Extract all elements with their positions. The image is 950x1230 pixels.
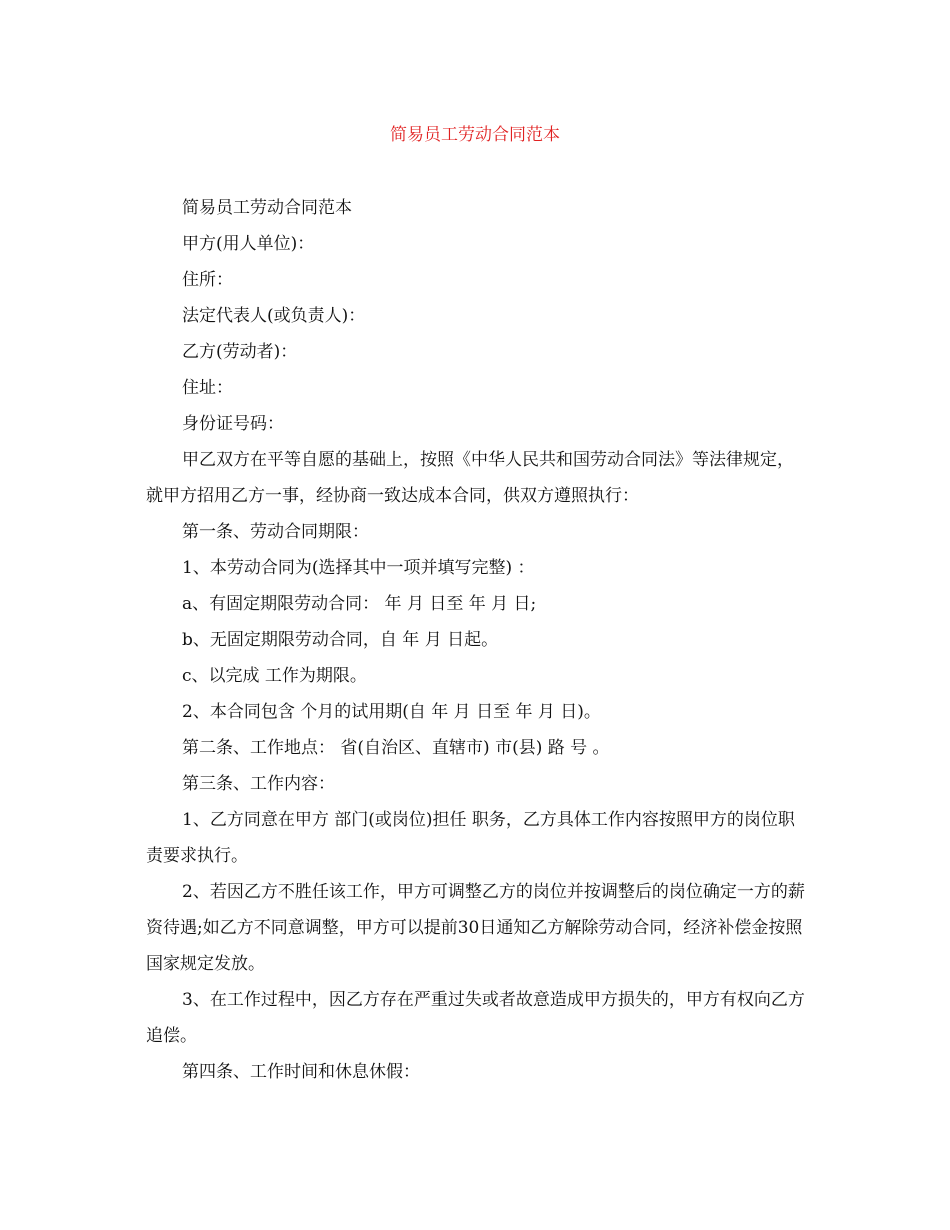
paragraph: 第一条、劳动合同期限： (182, 522, 369, 542)
paragraph: 住址： (182, 378, 233, 398)
paragraph: 乙方(劳动者)： (182, 342, 298, 362)
paragraph: 1、乙方同意在甲方 部门(或岗位)担任 职务，乙方具体工作内容按照甲方的岗位职责要求执行。 (146, 810, 795, 866)
paragraph: 第二条、工作地点： 省(自治区、直辖市) 市(县) 路 号 。 (182, 738, 610, 758)
paragraph: 简易员工劳动合同范本 (182, 198, 352, 218)
paragraph: 第四条、工作时间和休息休假： (182, 1062, 420, 1082)
paragraph: 1、本劳动合同为(选择其中一项并填写完整) ： (182, 558, 535, 578)
paragraph: 2、若因乙方不胜任该工作，甲方可调整乙方的岗位并按调整后的岗位确定一方的薪资待遇;如乙方不同意调整，甲方可以提前30日通知乙方解除劳动合同，经济补偿金按照国家规定发放。 (146, 882, 805, 974)
paragraph: 3、在工作过程中，因乙方存在严重过失或者故意造成甲方损失的，甲方有权向乙方追偿。 (146, 990, 805, 1046)
paragraph: 第三条、工作内容： (182, 774, 335, 794)
paragraph: c、以完成 工作为期限。 (182, 666, 367, 686)
paragraph: 甲乙双方在平等自愿的基础上，按照《中华人民共和国劳动合同法》等法律规定，就甲方招用乙方一事，经协商一致达成本合同，供双方遵照执行： (146, 450, 794, 506)
document-body (146, 190, 810, 1090)
paragraph: a、有固定期限劳动合同： 年 月 日至 年 月 日; (182, 594, 537, 614)
paragraph: 2、本合同包含 个月的试用期(自 年 月 日至 年 月 日)。 (182, 702, 601, 722)
paragraph: 身份证号码： (182, 414, 284, 434)
document-title: 简易员工劳动合同范本 (390, 125, 560, 145)
paragraph: 甲方(用人单位)： (182, 234, 315, 254)
paragraph: 住所： (182, 270, 233, 290)
paragraph: 法定代表人(或负责人)： (182, 306, 366, 326)
paragraph: b、无固定期限劳动合同，自 年 月 日起。 (182, 630, 499, 650)
